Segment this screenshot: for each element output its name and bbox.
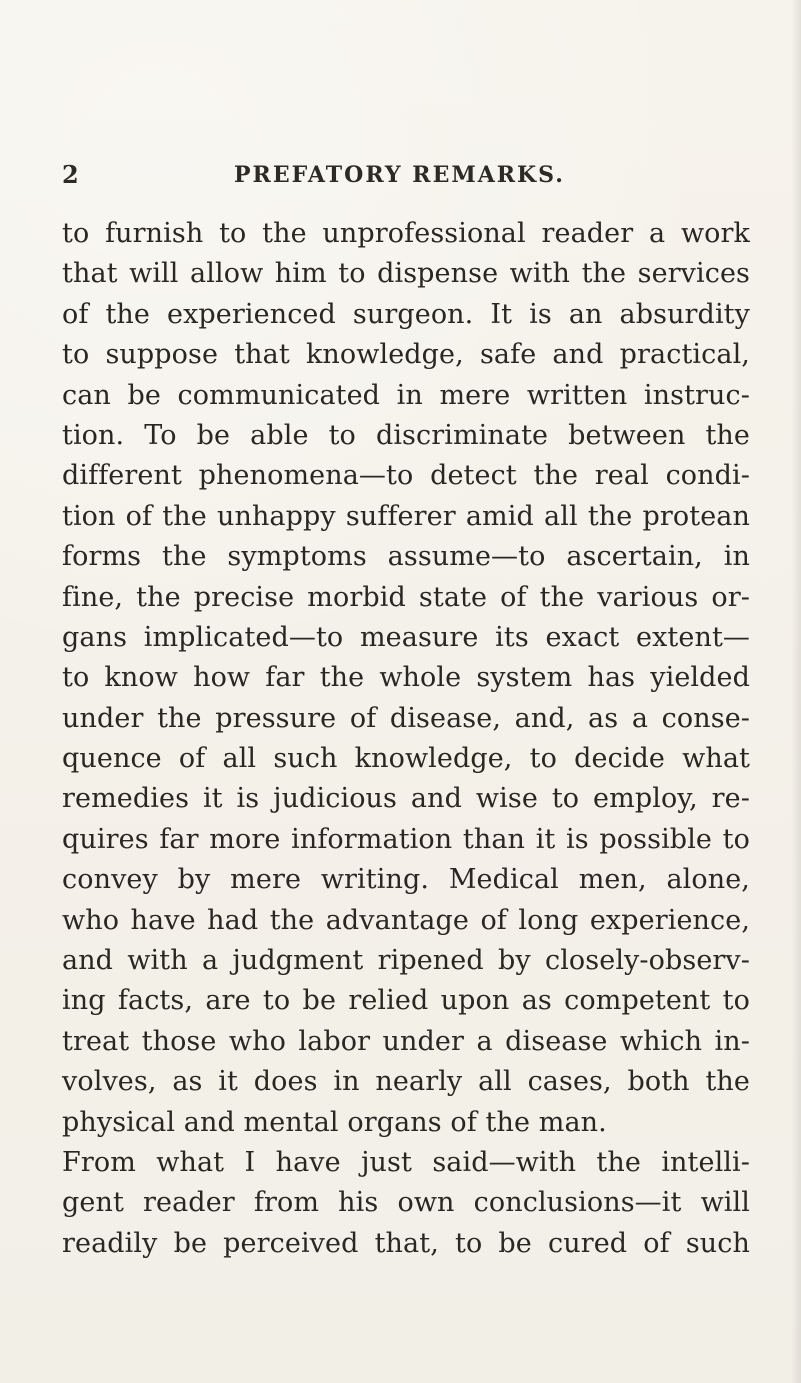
- page-number: 2: [62, 160, 80, 189]
- text-line-13: under the pressure of disease, and, as a conse-: [62, 702, 750, 734]
- text-line-2: that will allow him to dispense with the services: [62, 258, 750, 290]
- text-line-26: readily be perceived that, to be cured of such: [62, 1227, 750, 1259]
- page-title: PREFATORY REMARKS.: [234, 162, 565, 188]
- text-line-24: From what I have just said—with the intelli-: [62, 1146, 750, 1178]
- text-line-9: forms the symptoms assume—to ascertain, in: [62, 541, 750, 573]
- text-line-17: convey by mere writing. Medical men, alone,: [62, 864, 750, 896]
- text-line-23: physical and mental organs of the man.: [62, 1106, 607, 1138]
- text-line-11: gans implicated—to measure its exact extent—: [62, 621, 750, 653]
- text-line-4: to suppose that knowledge, safe and practical,: [62, 339, 750, 371]
- text-line-20: ing facts, are to be relied upon as competent to: [62, 985, 750, 1017]
- text-line-18: who have had the advantage of long experience,: [62, 904, 750, 936]
- text-line-16: quires far more information than it is possible to: [62, 823, 750, 855]
- text-line-10: fine, the precise morbid state of the various or-: [62, 581, 750, 613]
- text-line-1: to furnish to the unprofessional reader a work: [62, 218, 750, 249]
- page-edge-shadow: [791, 0, 801, 1383]
- text-line-25: gent reader from his own conclusions—it will: [62, 1187, 750, 1219]
- text-line-5: can be communicated in mere written instruc-: [62, 379, 750, 411]
- text-line-14: quence of all such knowledge, to decide what: [62, 743, 750, 775]
- text-line-22: volves, as it does in nearly all cases, both the: [62, 1066, 750, 1098]
- text-line-3: of the experienced surgeon. It is an absurdity: [62, 298, 750, 330]
- running-head: [62, 160, 742, 196]
- text-line-21: treat those who labor under a disease which in-: [62, 1025, 750, 1057]
- text-line-15: remedies it is judicious and wise to employ, re-: [62, 783, 750, 815]
- text-line-7: different phenomena—to detect the real condi-: [62, 460, 750, 492]
- text-line-12: to know how far the whole system has yielded: [62, 662, 750, 694]
- text-line-6: tion. To be able to discriminate between the: [62, 419, 750, 451]
- body-text: [62, 214, 750, 1264]
- text-line-8: tion of the unhappy sufferer amid all the protean: [62, 500, 750, 532]
- text-line-19: and with a judgment ripened by closely-observ-: [62, 945, 750, 977]
